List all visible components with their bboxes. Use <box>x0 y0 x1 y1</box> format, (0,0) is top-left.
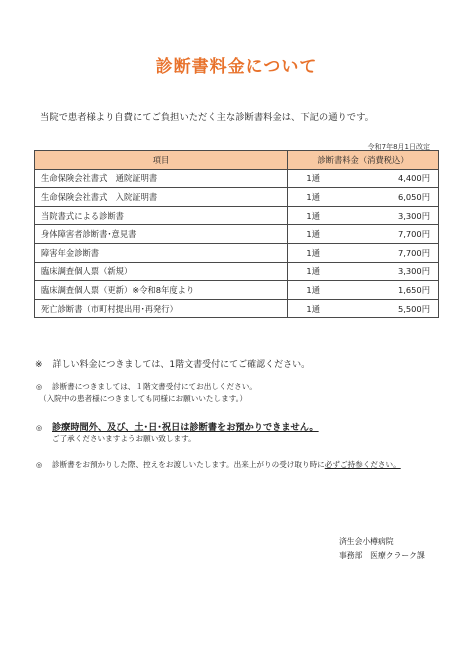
signature-department: 事務部 医療クラーク課 <box>339 551 425 560</box>
table-header-row <box>35 151 439 170</box>
row-amount: 6,050円 <box>326 188 439 207</box>
table-row <box>35 243 439 262</box>
row-item: 身体障害者診断書･意見書 <box>35 225 288 244</box>
table-row <box>35 299 439 318</box>
row-amount: 1,650円 <box>326 281 439 300</box>
row-amount: 5,500円 <box>326 299 439 318</box>
row-amount: 3,300円 <box>326 262 439 281</box>
table-row <box>35 225 439 244</box>
table-row <box>35 188 439 207</box>
table-row <box>35 281 439 300</box>
note-text: 詳しい料金につきましては、1階文書受付にてご確認ください。 <box>52 360 311 370</box>
signature-hospital: 済生会小樽病院 <box>339 537 394 546</box>
bullet1-line2: （入院中の患者様につきましても同様にお願いいたします。） <box>39 394 248 403</box>
header-item: 項目 <box>35 151 288 170</box>
bullet2-emphasis: 診療時間外、及び、土･日･祝日は診断書をお預かりできません。 <box>52 422 319 433</box>
bullet-hours <box>36 419 319 433</box>
bullet-receipt <box>36 459 401 470</box>
bullet-mark-icon: ◎ <box>36 424 43 432</box>
row-qty: 1通 <box>288 225 327 244</box>
row-qty: 1通 <box>288 188 327 207</box>
bullet1-line1: 診断書につきましては、１階文書受付にてお出しください。 <box>52 382 257 391</box>
row-item: 臨床調査個人票（更新）※令和8年度より <box>35 281 288 300</box>
bullet2-line2: ご了承くださいますようお願い致します。 <box>52 434 196 443</box>
row-amount: 7,700円 <box>326 243 439 262</box>
bullet-submit <box>36 381 257 392</box>
row-item: 生命保険会社書式 入院証明書 <box>35 188 288 207</box>
row-item: 死亡診断書（市町村提出用･再発行） <box>35 299 288 318</box>
intro-text: 当院で患者様より自費にてご負担いただく主な診断書料金は、下記の通りです。 <box>40 112 374 123</box>
bullet3-emphasis: 必ずご持参ください。 <box>324 460 401 469</box>
row-amount: 3,300円 <box>326 206 439 225</box>
bullet-mark-icon: ◎ <box>36 461 43 469</box>
row-qty: 1通 <box>288 262 327 281</box>
table-row <box>35 262 439 281</box>
row-qty: 1通 <box>288 299 327 318</box>
bullet-mark-icon: ◎ <box>36 383 43 391</box>
row-item: 生命保険会社書式 通院証明書 <box>35 169 288 188</box>
row-qty: 1通 <box>288 206 327 225</box>
row-qty: 1通 <box>288 281 327 300</box>
row-amount: 7,700円 <box>326 225 439 244</box>
row-item: 当院書式による診断書 <box>35 206 288 225</box>
note-mark: ※ <box>35 360 43 370</box>
fee-inquiry-note <box>35 357 310 370</box>
fee-table <box>34 150 439 318</box>
row-amount: 4,400円 <box>326 169 439 188</box>
bullet3-text: 診断書をお預かりした際、控えをお渡しいたします。出来上がりの受け取り時に <box>52 460 325 469</box>
table-row <box>35 169 439 188</box>
row-qty: 1通 <box>288 169 327 188</box>
row-item: 臨床調査個人票（新規） <box>35 262 288 281</box>
revised-date: 令和7年8月1日改定 <box>367 143 430 151</box>
row-item: 障害年金診断書 <box>35 243 288 262</box>
row-qty: 1通 <box>288 243 327 262</box>
header-fee: 診断書料金（消費税込） <box>288 151 439 170</box>
page-title: 診断書料金について <box>155 57 318 77</box>
table-row <box>35 206 439 225</box>
